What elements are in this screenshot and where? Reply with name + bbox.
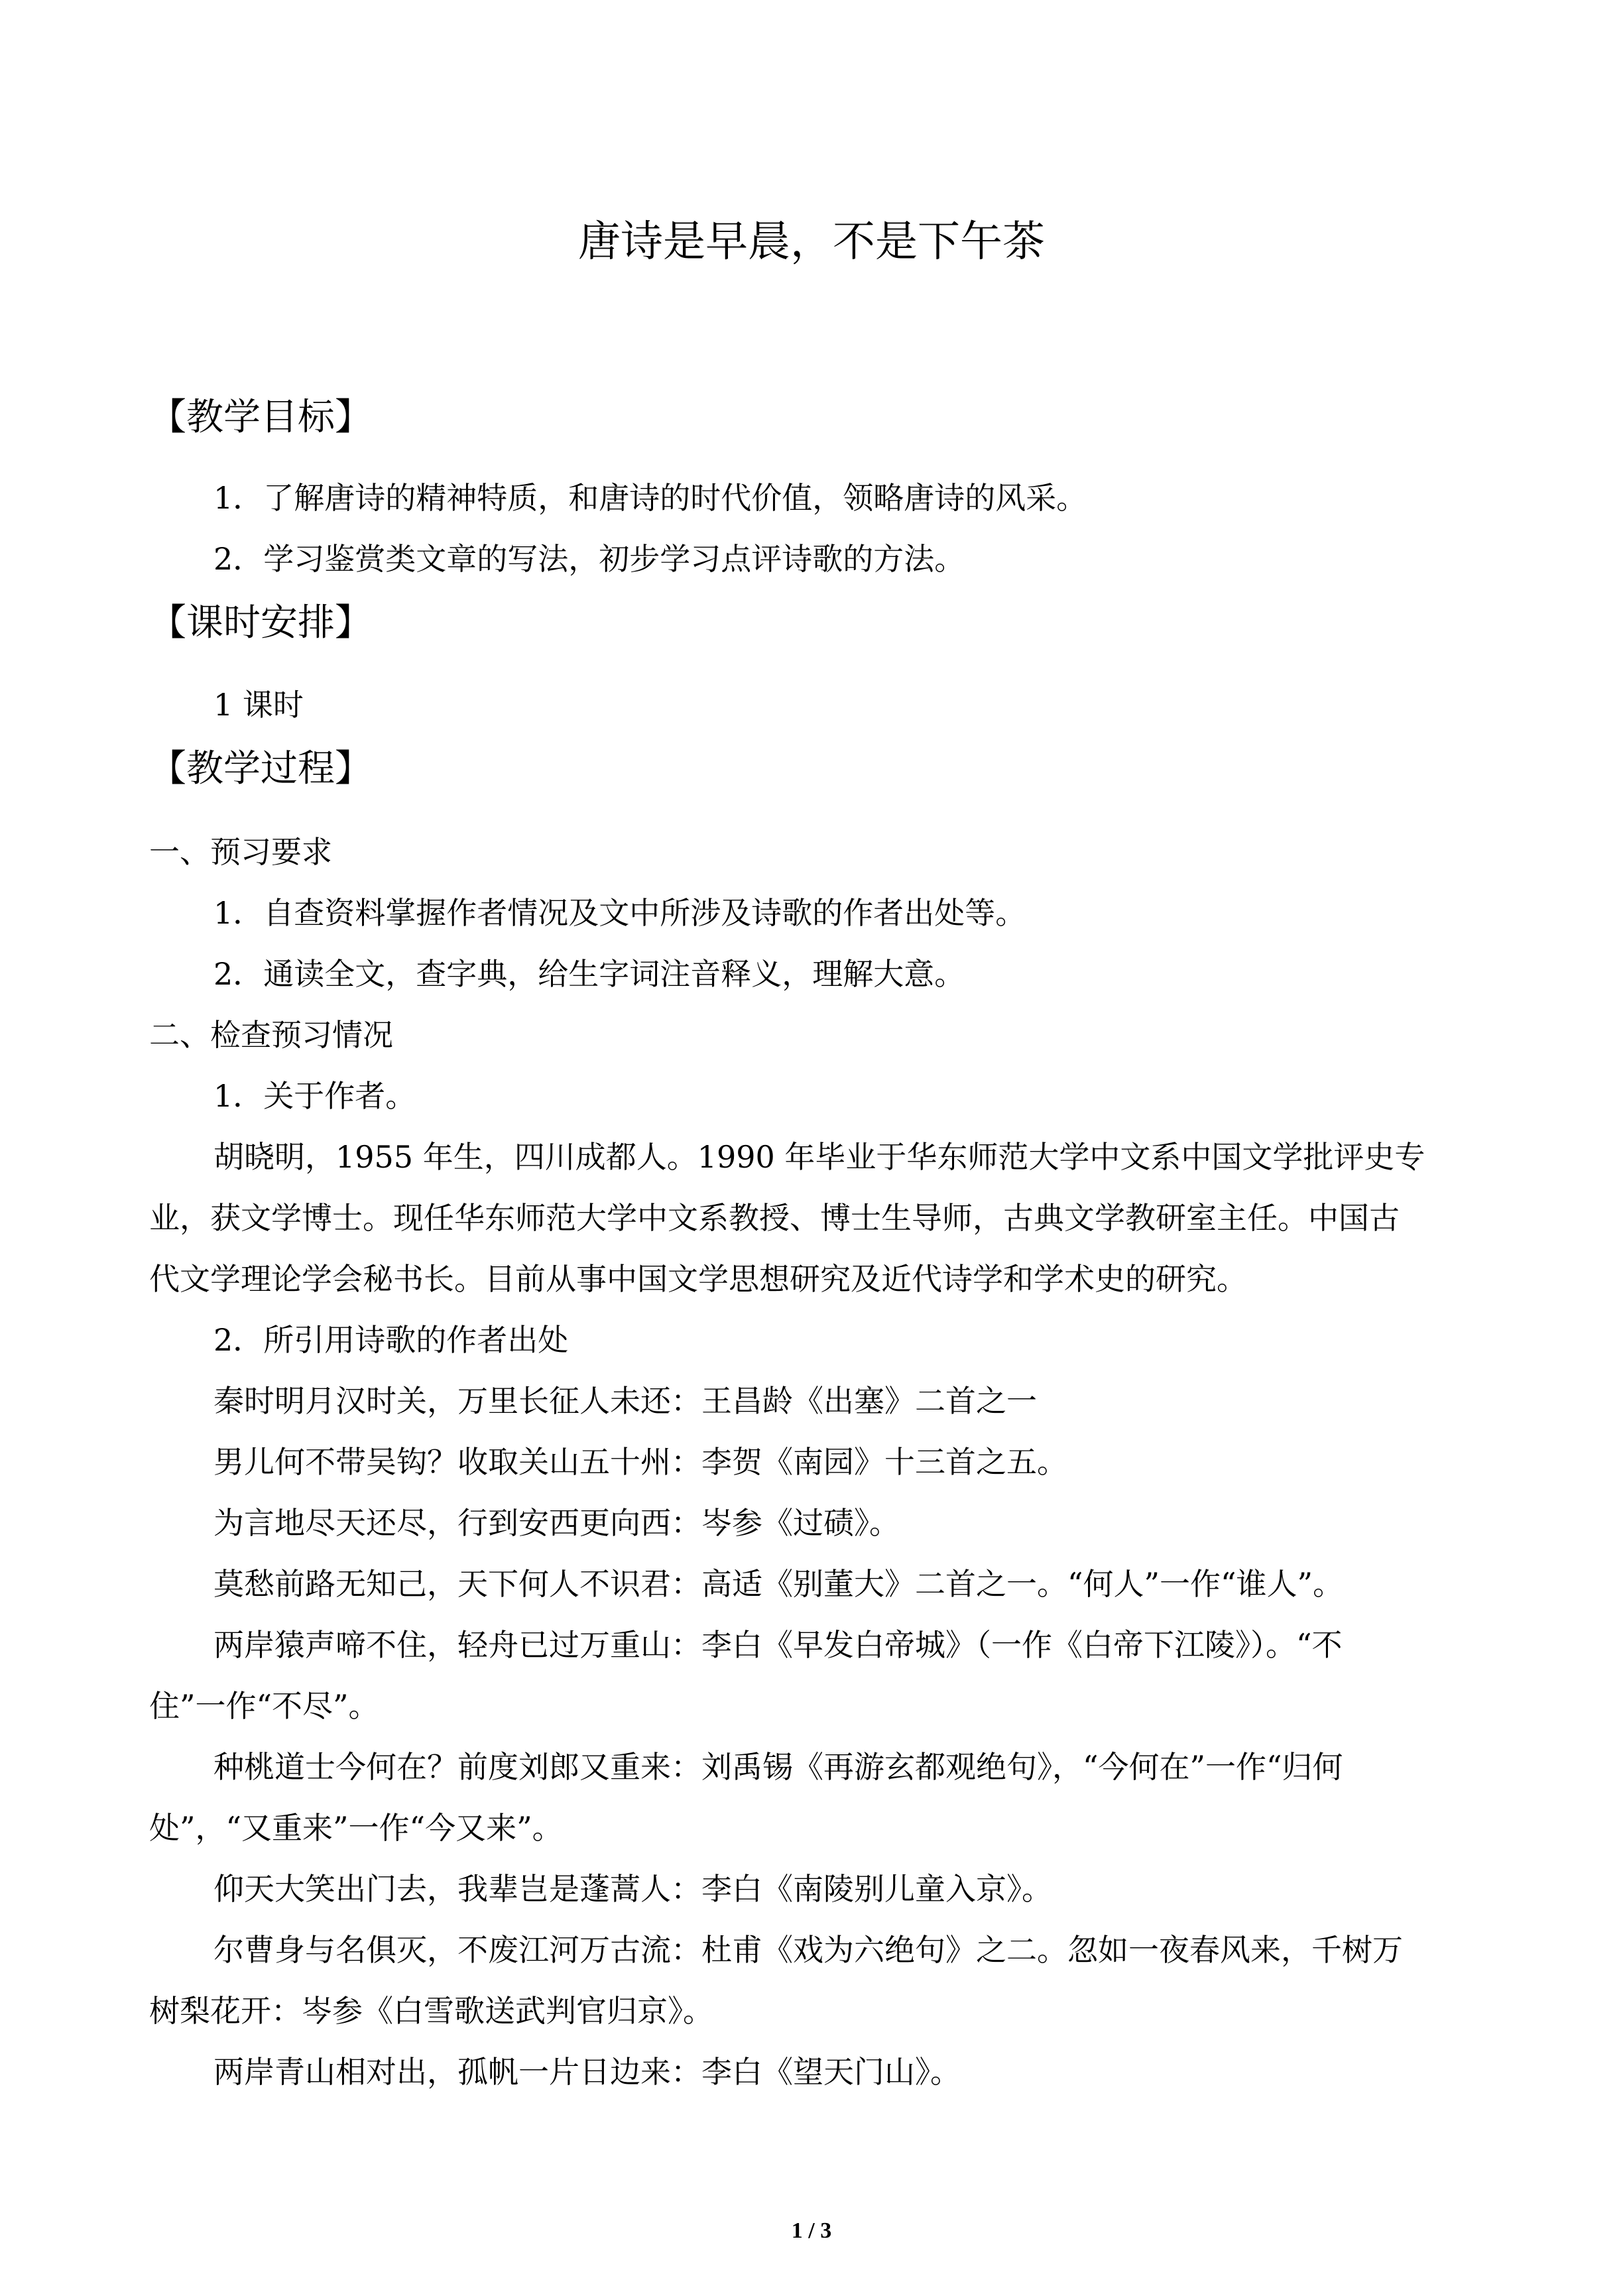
source-line: 处”，“又重来”一作“今又来”。 <box>149 1810 563 1846</box>
source-line: 两岸青山相对出，孤帆一片日边来：李白《望天门山》。 <box>213 2054 961 2090</box>
author-bio-line: 胡晓明，1955 年生，四川成都人。1990 年毕业于华东师范大学中文系中国文学批评史专 <box>213 1139 1425 1175</box>
source-line: 为言地尽天还尽，行到安西更向西：岑参《过碛》。 <box>213 1505 900 1541</box>
author-heading: 1．关于作者。 <box>213 1078 416 1114</box>
page-title: 唐诗是早晨，不是下午茶 <box>578 217 1045 267</box>
author-bio-line: 业，获文学博士。现任华东师范大学中文系教授、博士生导师，古典文学教研室主任。中国古 <box>149 1200 1400 1236</box>
source-line: 种桃道士今何在？前度刘郎又重来：刘禹锡《再游玄都观绝句》，“今何在”一作“归何 <box>213 1749 1343 1785</box>
heading-teaching-goals: 【教学目标】 <box>149 396 372 439</box>
schedule-text: 1 课时 <box>213 687 304 723</box>
source-line: 仰天大笑出门去，我辈岂是蓬蒿人：李白《南陵别儿童入京》。 <box>213 1871 1052 1907</box>
goal-item-2: 2．学习鉴赏类文章的写法，初步学习点评诗歌的方法。 <box>213 541 965 577</box>
sources-heading: 2．所引用诗歌的作者出处 <box>213 1322 569 1358</box>
page-number: 1 / 3 <box>791 2218 832 2243</box>
source-line: 莫愁前路无知己，天下何人不识君：高适《别董大》二首之一。“何人”一作“谁人”。 <box>213 1566 1344 1602</box>
heading-teaching-process: 【教学过程】 <box>149 747 372 790</box>
goal-item-1: 1．了解唐诗的精神特质，和唐诗的时代价值，领略唐诗的风采。 <box>213 480 1087 516</box>
source-line: 男儿何不带吴钩？收取关山五十州：李贺《南园》十三首之五。 <box>213 1444 1067 1480</box>
heading-schedule: 【课时安排】 <box>149 601 372 644</box>
source-line: 住”一作“不尽”。 <box>149 1688 379 1724</box>
part1-item-2: 2．通读全文，查字典，给生字词注音释义，理解大意。 <box>213 956 965 992</box>
part1-item-1: 1．自查资料掌握作者情况及文中所涉及诗歌的作者出处等。 <box>213 895 1026 931</box>
author-bio-line: 代文学理论学会秘书长。目前从事中国文学思想研究及近代诗学和学术史的研究。 <box>149 1261 1247 1297</box>
part2-heading: 二、检查预习情况 <box>149 1017 393 1053</box>
source-line: 尔曹身与名俱灭，不废江河万古流：杜甫《戏为六绝句》之二。忽如一夜春风来，千树万 <box>213 1932 1403 1968</box>
part1-heading: 一、预习要求 <box>149 834 332 870</box>
source-line: 秦时明月汉时关，万里长征人未还：王昌龄《出塞》二首之一 <box>213 1383 1037 1419</box>
source-line: 两岸猿声啼不住，轻舟已过万重山：李白《早发白帝城》（一作《白帝下江陵》）。“不 <box>213 1627 1343 1663</box>
source-line: 树梨花开：岑参《白雪歌送武判官归京》。 <box>149 1993 713 2029</box>
